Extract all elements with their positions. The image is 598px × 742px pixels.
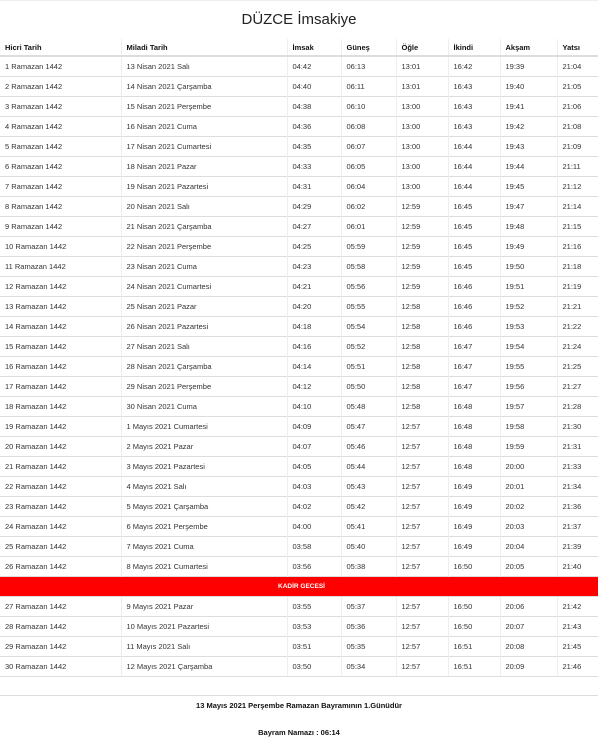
cell-ikindi: 16:47 [448, 337, 500, 357]
cell-yatsi: 21:31 [557, 437, 598, 457]
cell-imsak: 04:21 [287, 277, 341, 297]
cell-miladi-tarih: 20 Nisan 2021 Salı [121, 197, 287, 217]
cell-miladi-tarih: 13 Nisan 2021 Salı [121, 56, 287, 77]
cell-ogle: 12:58 [396, 297, 448, 317]
cell-miladi-tarih: 5 Mayıs 2021 Çarşamba [121, 497, 287, 517]
table-row [0, 357, 598, 377]
cell-imsak: 04:10 [287, 397, 341, 417]
cell-ogle: 12:59 [396, 277, 448, 297]
cell-ikindi: 16:45 [448, 257, 500, 277]
table-row [0, 337, 598, 357]
cell-aksam: 19:58 [500, 417, 557, 437]
cell-miladi-tarih: 25 Nisan 2021 Pazar [121, 297, 287, 317]
cell-imsak: 04:27 [287, 217, 341, 237]
cell-yatsi: 21:14 [557, 197, 598, 217]
cell-gunes: 05:38 [341, 557, 396, 577]
cell-ogle: 12:58 [396, 357, 448, 377]
cell-gunes: 05:44 [341, 457, 396, 477]
cell-ogle: 12:57 [396, 557, 448, 577]
table-row [0, 197, 598, 217]
cell-miladi-tarih: 17 Nisan 2021 Cumartesi [121, 137, 287, 157]
table-row [0, 117, 598, 137]
cell-aksam: 20:08 [500, 637, 557, 657]
cell-ikindi: 16:49 [448, 497, 500, 517]
cell-miladi-tarih: 26 Nisan 2021 Pazartesi [121, 317, 287, 337]
cell-hicri-tarih: 28 Ramazan 1442 [0, 617, 121, 637]
cell-ikindi: 16:48 [448, 457, 500, 477]
cell-miladi-tarih: 6 Mayıs 2021 Perşembe [121, 517, 287, 537]
cell-imsak: 04:25 [287, 237, 341, 257]
cell-imsak: 03:56 [287, 557, 341, 577]
cell-ikindi: 16:43 [448, 97, 500, 117]
cell-hicri-tarih: 2 Ramazan 1442 [0, 77, 121, 97]
cell-yatsi: 21:40 [557, 557, 598, 577]
cell-ikindi: 16:48 [448, 417, 500, 437]
cell-ogle: 12:59 [396, 197, 448, 217]
cell-gunes: 05:52 [341, 337, 396, 357]
cell-yatsi: 21:21 [557, 297, 598, 317]
cell-gunes: 05:37 [341, 597, 396, 617]
cell-aksam: 19:57 [500, 397, 557, 417]
cell-yatsi: 21:19 [557, 277, 598, 297]
cell-imsak: 04:12 [287, 377, 341, 397]
cell-hicri-tarih: 23 Ramazan 1442 [0, 497, 121, 517]
cell-yatsi: 21:42 [557, 597, 598, 617]
cell-aksam: 19:51 [500, 277, 557, 297]
cell-hicri-tarih: 15 Ramazan 1442 [0, 337, 121, 357]
cell-ogle: 12:57 [396, 517, 448, 537]
cell-gunes: 05:58 [341, 257, 396, 277]
table-row [0, 657, 598, 677]
cell-ikindi: 16:45 [448, 217, 500, 237]
cell-hicri-tarih: 6 Ramazan 1442 [0, 157, 121, 177]
cell-aksam: 19:42 [500, 117, 557, 137]
cell-ogle: 12:58 [396, 337, 448, 357]
imsakiye-table [0, 39, 598, 676]
cell-aksam: 20:03 [500, 517, 557, 537]
table-row [0, 237, 598, 257]
cell-imsak: 04:36 [287, 117, 341, 137]
cell-imsak: 04:20 [287, 297, 341, 317]
cell-imsak: 03:55 [287, 597, 341, 617]
table-row [0, 56, 598, 77]
cell-ikindi: 16:43 [448, 77, 500, 97]
cell-ikindi: 16:45 [448, 197, 500, 217]
cell-ikindi: 16:44 [448, 177, 500, 197]
cell-aksam: 19:55 [500, 357, 557, 377]
cell-ikindi: 16:42 [448, 56, 500, 77]
cell-hicri-tarih: 30 Ramazan 1442 [0, 657, 121, 677]
cell-gunes: 06:13 [341, 56, 396, 77]
table-row [0, 637, 598, 657]
cell-yatsi: 21:18 [557, 257, 598, 277]
cell-hicri-tarih: 8 Ramazan 1442 [0, 197, 121, 217]
cell-aksam: 19:40 [500, 77, 557, 97]
cell-ogle: 12:59 [396, 257, 448, 277]
footer-divider [0, 677, 598, 696]
cell-ogle: 12:59 [396, 217, 448, 237]
cell-imsak: 04:02 [287, 497, 341, 517]
footer [0, 676, 598, 742]
cell-miladi-tarih: 4 Mayıs 2021 Salı [121, 477, 287, 497]
cell-yatsi: 21:28 [557, 397, 598, 417]
cell-aksam: 19:45 [500, 177, 557, 197]
cell-yatsi: 21:06 [557, 97, 598, 117]
table-row [0, 297, 598, 317]
cell-hicri-tarih: 14 Ramazan 1442 [0, 317, 121, 337]
cell-gunes: 05:36 [341, 617, 396, 637]
cell-hicri-tarih: 4 Ramazan 1442 [0, 117, 121, 137]
cell-hicri-tarih: 19 Ramazan 1442 [0, 417, 121, 437]
cell-miladi-tarih: 10 Mayıs 2021 Pazartesi [121, 617, 287, 637]
cell-miladi-tarih: 11 Mayıs 2021 Salı [121, 637, 287, 657]
cell-ogle: 13:01 [396, 56, 448, 77]
cell-ogle: 12:57 [396, 617, 448, 637]
cell-ikindi: 16:48 [448, 397, 500, 417]
cell-aksam: 19:53 [500, 317, 557, 337]
table-row [0, 317, 598, 337]
cell-aksam: 19:56 [500, 377, 557, 397]
cell-miladi-tarih: 14 Nisan 2021 Çarşamba [121, 77, 287, 97]
table-row [0, 397, 598, 417]
cell-miladi-tarih: 18 Nisan 2021 Pazar [121, 157, 287, 177]
bayram-note: 13 Mayıs 2021 Perşembe Ramazan Bayramının 1.Günüdür [196, 701, 402, 710]
cell-yatsi: 21:16 [557, 237, 598, 257]
cell-ikindi: 16:49 [448, 537, 500, 557]
cell-gunes: 05:55 [341, 297, 396, 317]
header-aksam: Akşam [500, 39, 557, 56]
cell-gunes: 06:11 [341, 77, 396, 97]
cell-ogle: 12:57 [396, 657, 448, 677]
cell-ikindi: 16:50 [448, 597, 500, 617]
cell-ogle: 12:58 [396, 377, 448, 397]
cell-miladi-tarih: 19 Nisan 2021 Pazartesi [121, 177, 287, 197]
table-row [0, 137, 598, 157]
cell-hicri-tarih: 16 Ramazan 1442 [0, 357, 121, 377]
cell-ikindi: 16:47 [448, 357, 500, 377]
cell-aksam: 19:43 [500, 137, 557, 157]
cell-imsak: 04:38 [287, 97, 341, 117]
cell-gunes: 05:41 [341, 517, 396, 537]
cell-ogle: 13:00 [396, 97, 448, 117]
cell-imsak: 04:23 [287, 257, 341, 277]
cell-yatsi: 21:08 [557, 117, 598, 137]
cell-ogle: 13:00 [396, 117, 448, 137]
table-row [0, 177, 598, 197]
cell-gunes: 05:50 [341, 377, 396, 397]
cell-ikindi: 16:49 [448, 477, 500, 497]
cell-gunes: 05:40 [341, 537, 396, 557]
cell-gunes: 06:05 [341, 157, 396, 177]
cell-gunes: 06:04 [341, 177, 396, 197]
cell-imsak: 04:40 [287, 77, 341, 97]
cell-aksam: 19:49 [500, 237, 557, 257]
cell-yatsi: 21:43 [557, 617, 598, 637]
cell-ogle: 12:58 [396, 317, 448, 337]
cell-gunes: 05:59 [341, 237, 396, 257]
table-row [0, 417, 598, 437]
table-row [0, 537, 598, 557]
cell-ikindi: 16:46 [448, 317, 500, 337]
table-row [0, 497, 598, 517]
cell-aksam: 19:59 [500, 437, 557, 457]
cell-hicri-tarih: 29 Ramazan 1442 [0, 637, 121, 657]
cell-gunes: 05:47 [341, 417, 396, 437]
cell-ogle: 12:57 [396, 477, 448, 497]
cell-miladi-tarih: 3 Mayıs 2021 Pazartesi [121, 457, 287, 477]
header-imsak: İmsak [287, 39, 341, 56]
table-row [0, 257, 598, 277]
cell-aksam: 20:00 [500, 457, 557, 477]
cell-aksam: 19:39 [500, 56, 557, 77]
table-header [0, 39, 598, 56]
cell-ikindi: 16:49 [448, 517, 500, 537]
cell-ogle: 12:58 [396, 397, 448, 417]
header-row [0, 39, 598, 56]
cell-hicri-tarih: 1 Ramazan 1442 [0, 56, 121, 77]
cell-imsak: 03:58 [287, 537, 341, 557]
cell-hicri-tarih: 25 Ramazan 1442 [0, 537, 121, 557]
cell-yatsi: 21:04 [557, 56, 598, 77]
cell-aksam: 20:04 [500, 537, 557, 557]
cell-gunes: 06:02 [341, 197, 396, 217]
cell-ikindi: 16:51 [448, 657, 500, 677]
cell-ikindi: 16:45 [448, 237, 500, 257]
cell-yatsi: 21:45 [557, 637, 598, 657]
cell-hicri-tarih: 17 Ramazan 1442 [0, 377, 121, 397]
cell-miladi-tarih: 15 Nisan 2021 Perşembe [121, 97, 287, 117]
cell-ikindi: 16:46 [448, 297, 500, 317]
cell-ikindi: 16:48 [448, 437, 500, 457]
cell-hicri-tarih: 5 Ramazan 1442 [0, 137, 121, 157]
table-row [0, 277, 598, 297]
cell-imsak: 03:50 [287, 657, 341, 677]
cell-ikindi: 16:50 [448, 557, 500, 577]
cell-ogle: 13:01 [396, 77, 448, 97]
cell-imsak: 04:05 [287, 457, 341, 477]
cell-imsak: 04:14 [287, 357, 341, 377]
cell-ogle: 12:57 [396, 417, 448, 437]
cell-yatsi: 21:37 [557, 517, 598, 537]
cell-miladi-tarih: 22 Nisan 2021 Perşembe [121, 237, 287, 257]
cell-hicri-tarih: 7 Ramazan 1442 [0, 177, 121, 197]
cell-ogle: 12:59 [396, 237, 448, 257]
cell-ikindi: 16:46 [448, 277, 500, 297]
table-row [0, 557, 598, 577]
cell-aksam: 19:52 [500, 297, 557, 317]
table-row [0, 437, 598, 457]
cell-miladi-tarih: 30 Nisan 2021 Cuma [121, 397, 287, 417]
table-row [0, 377, 598, 397]
cell-miladi-tarih: 24 Nisan 2021 Cumartesi [121, 277, 287, 297]
cell-imsak: 04:07 [287, 437, 341, 457]
header-hicri-tarih: Hicri Tarih [0, 39, 121, 56]
cell-yatsi: 21:33 [557, 457, 598, 477]
cell-miladi-tarih: 2 Mayıs 2021 Pazar [121, 437, 287, 457]
cell-yatsi: 21:05 [557, 77, 598, 97]
table-row [0, 597, 598, 617]
cell-yatsi: 21:46 [557, 657, 598, 677]
cell-hicri-tarih: 18 Ramazan 1442 [0, 397, 121, 417]
cell-gunes: 05:51 [341, 357, 396, 377]
cell-aksam: 19:47 [500, 197, 557, 217]
cell-yatsi: 21:27 [557, 377, 598, 397]
cell-aksam: 19:48 [500, 217, 557, 237]
cell-hicri-tarih: 20 Ramazan 1442 [0, 437, 121, 457]
cell-miladi-tarih: 7 Mayıs 2021 Cuma [121, 537, 287, 557]
cell-yatsi: 21:34 [557, 477, 598, 497]
cell-ikindi: 16:44 [448, 137, 500, 157]
cell-hicri-tarih: 22 Ramazan 1442 [0, 477, 121, 497]
cell-hicri-tarih: 27 Ramazan 1442 [0, 597, 121, 617]
header-miladi-tarih: Miladi Tarih [121, 39, 287, 56]
cell-gunes: 06:08 [341, 117, 396, 137]
cell-aksam: 20:05 [500, 557, 557, 577]
cell-hicri-tarih: 26 Ramazan 1442 [0, 557, 121, 577]
cell-ogle: 12:57 [396, 637, 448, 657]
cell-ogle: 12:57 [396, 497, 448, 517]
cell-yatsi: 21:11 [557, 157, 598, 177]
cell-imsak: 04:31 [287, 177, 341, 197]
cell-imsak: 03:51 [287, 637, 341, 657]
cell-imsak: 04:03 [287, 477, 341, 497]
cell-miladi-tarih: 27 Nisan 2021 Salı [121, 337, 287, 357]
cell-gunes: 06:07 [341, 137, 396, 157]
cell-aksam: 20:02 [500, 497, 557, 517]
cell-miladi-tarih: 1 Mayıs 2021 Cumartesi [121, 417, 287, 437]
table-row [0, 157, 598, 177]
cell-aksam: 19:50 [500, 257, 557, 277]
cell-gunes: 05:54 [341, 317, 396, 337]
cell-ogle: 12:57 [396, 537, 448, 557]
cell-imsak: 04:33 [287, 157, 341, 177]
cell-aksam: 20:06 [500, 597, 557, 617]
table-row [0, 97, 598, 117]
cell-gunes: 06:10 [341, 97, 396, 117]
cell-hicri-tarih: 10 Ramazan 1442 [0, 237, 121, 257]
kadir-gecesi-row [0, 577, 598, 597]
cell-yatsi: 21:25 [557, 357, 598, 377]
cell-hicri-tarih: 21 Ramazan 1442 [0, 457, 121, 477]
cell-yatsi: 21:15 [557, 217, 598, 237]
cell-ikindi: 16:43 [448, 117, 500, 137]
cell-gunes: 05:56 [341, 277, 396, 297]
cell-ikindi: 16:47 [448, 377, 500, 397]
cell-ogle: 13:00 [396, 177, 448, 197]
cell-ogle: 12:57 [396, 437, 448, 457]
cell-hicri-tarih: 9 Ramazan 1442 [0, 217, 121, 237]
table-row [0, 217, 598, 237]
cell-yatsi: 21:09 [557, 137, 598, 157]
table-row [0, 77, 598, 97]
cell-imsak: 04:29 [287, 197, 341, 217]
cell-miladi-tarih: 9 Mayıs 2021 Pazar [121, 597, 287, 617]
cell-aksam: 19:41 [500, 97, 557, 117]
header-gunes: Güneş [341, 39, 396, 56]
cell-ogle: 13:00 [396, 157, 448, 177]
table-row [0, 477, 598, 497]
cell-imsak: 04:42 [287, 56, 341, 77]
cell-hicri-tarih: 3 Ramazan 1442 [0, 97, 121, 117]
cell-imsak: 04:09 [287, 417, 341, 437]
cell-miladi-tarih: 21 Nisan 2021 Çarşamba [121, 217, 287, 237]
cell-hicri-tarih: 13 Ramazan 1442 [0, 297, 121, 317]
cell-ikindi: 16:44 [448, 157, 500, 177]
table-row [0, 617, 598, 637]
cell-aksam: 20:01 [500, 477, 557, 497]
cell-miladi-tarih: 16 Nisan 2021 Cuma [121, 117, 287, 137]
cell-hicri-tarih: 24 Ramazan 1442 [0, 517, 121, 537]
cell-gunes: 05:34 [341, 657, 396, 677]
cell-aksam: 19:54 [500, 337, 557, 357]
cell-imsak: 04:00 [287, 517, 341, 537]
cell-gunes: 05:48 [341, 397, 396, 417]
cell-ogle: 12:57 [396, 457, 448, 477]
cell-imsak: 04:16 [287, 337, 341, 357]
cell-imsak: 04:35 [287, 137, 341, 157]
cell-miladi-tarih: 12 Mayıs 2021 Çarşamba [121, 657, 287, 677]
cell-yatsi: 21:22 [557, 317, 598, 337]
header-ikindi: İkindi [448, 39, 500, 56]
bayram-namazi: Bayram Namazı : 06:14 [258, 728, 340, 737]
cell-yatsi: 21:12 [557, 177, 598, 197]
cell-imsak: 03:53 [287, 617, 341, 637]
cell-ikindi: 16:50 [448, 617, 500, 637]
cell-hicri-tarih: 11 Ramazan 1442 [0, 257, 121, 277]
table-row [0, 517, 598, 537]
cell-gunes: 05:35 [341, 637, 396, 657]
cell-ogle: 13:00 [396, 137, 448, 157]
cell-miladi-tarih: 8 Mayıs 2021 Cumartesi [121, 557, 287, 577]
table-row [0, 457, 598, 477]
header-ogle: Öğle [396, 39, 448, 56]
kadir-gecesi-label: KADİR GECESİ [0, 577, 598, 597]
cell-aksam: 20:07 [500, 617, 557, 637]
cell-yatsi: 21:24 [557, 337, 598, 357]
table-body [0, 56, 598, 676]
cell-aksam: 20:09 [500, 657, 557, 677]
cell-yatsi: 21:36 [557, 497, 598, 517]
cell-gunes: 05:43 [341, 477, 396, 497]
cell-ikindi: 16:51 [448, 637, 500, 657]
page-title: DÜZCE İmsakiye [0, 0, 598, 39]
header-yatsi: Yatsı [557, 39, 598, 56]
cell-miladi-tarih: 28 Nisan 2021 Çarşamba [121, 357, 287, 377]
cell-yatsi: 21:30 [557, 417, 598, 437]
cell-gunes: 05:46 [341, 437, 396, 457]
cell-hicri-tarih: 12 Ramazan 1442 [0, 277, 121, 297]
cell-yatsi: 21:39 [557, 537, 598, 557]
cell-miladi-tarih: 29 Nisan 2021 Perşembe [121, 377, 287, 397]
cell-ogle: 12:57 [396, 597, 448, 617]
cell-aksam: 19:44 [500, 157, 557, 177]
cell-gunes: 06:01 [341, 217, 396, 237]
cell-imsak: 04:18 [287, 317, 341, 337]
cell-miladi-tarih: 23 Nisan 2021 Cuma [121, 257, 287, 277]
cell-gunes: 05:42 [341, 497, 396, 517]
